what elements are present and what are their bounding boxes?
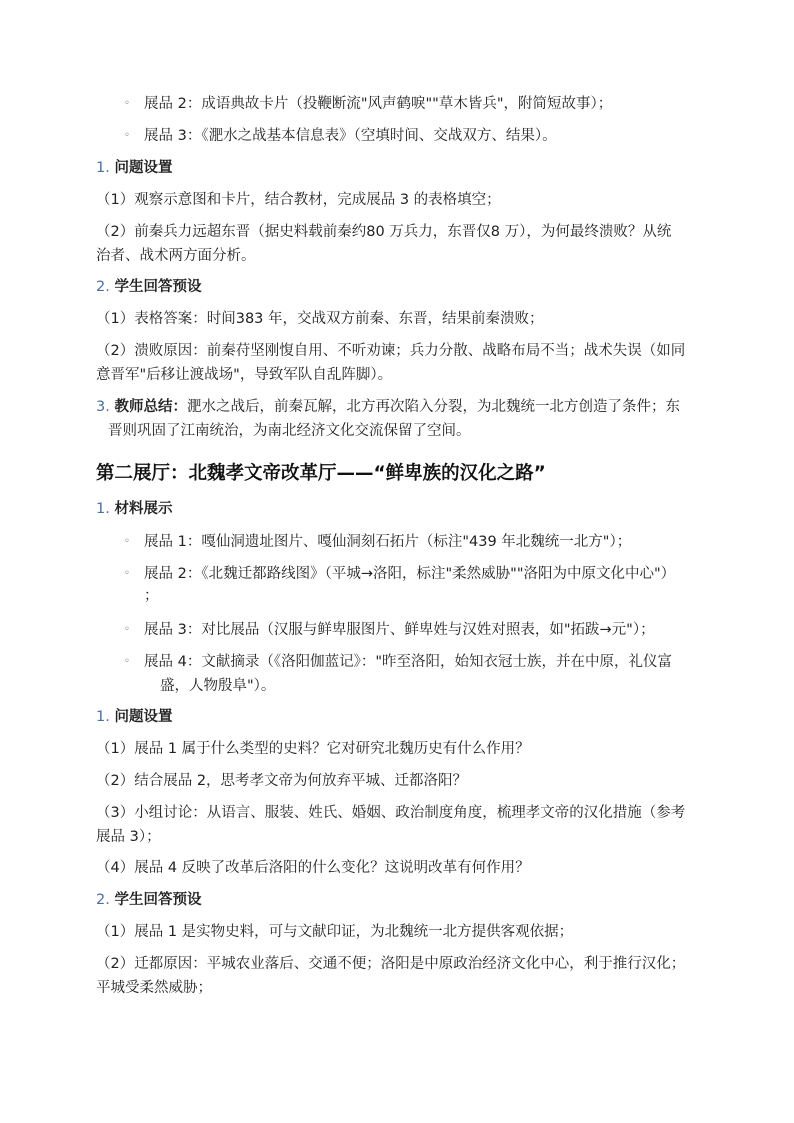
list-number: 2.	[96, 279, 110, 295]
teacher-summary-text: 淝水之战后，前秦瓦解，北方再次陷入分裂，为北魏统一北方创造了条件；东	[186, 399, 680, 415]
bullet-icon: ◦	[124, 568, 130, 579]
question-2-line-2: 治者、战术两方面分析。	[96, 248, 256, 264]
list-number: 2.	[96, 892, 110, 908]
hall-2-heading: 第二展厅：北魏孝文帝改革厅——“鲜卑族的汉化之路”	[96, 463, 546, 484]
teacher-summary-line-1	[96, 397, 680, 417]
bullet-icon: ◦	[124, 536, 130, 547]
questions-title: 问题设置	[114, 709, 173, 725]
answer-2-line-2: 意晋军"后移让渡战场"，导致军队自乱阵脚）。	[96, 367, 393, 383]
list-number: 1.	[96, 709, 110, 725]
answer-2-line-2: 平城受柔然威胁；	[96, 980, 212, 996]
answers-title: 学生回答预设	[114, 279, 202, 295]
materials-heading	[96, 499, 172, 519]
answers-heading	[96, 890, 201, 910]
questions-title: 问题设置	[114, 160, 173, 176]
exhibit-2-item-line-2: ；	[144, 588, 159, 604]
bullet-icon: ◦	[124, 98, 130, 109]
materials-title: 材料展示	[114, 501, 173, 517]
list-number: 1.	[96, 160, 110, 176]
questions-heading	[96, 707, 172, 727]
teacher-summary-line-2: 晋则巩固了江南统治，为南北经济文化交流保留了空间。	[108, 423, 471, 439]
answer-1: （1）表格答案：时间383 年，交战双方前秦、东晋，结果前秦溃败；	[96, 311, 544, 327]
teacher-summary-title: 教师总结：	[114, 399, 187, 415]
bullet-icon: ◦	[124, 624, 130, 635]
answers-heading	[96, 277, 201, 297]
exhibit-3-item: 展品 3：《淝水之战基本信息表》（空填时间、交战双方、结果）。	[144, 128, 557, 144]
answer-2-line-1: （2）溃败原因：前秦苻坚刚愎自用、不听劝谏；兵力分散、战略布局不当；战术失误（如同	[96, 343, 686, 359]
list-number: 3.	[96, 399, 110, 415]
question-2-line-1: （2）前秦兵力远超东晋（据史料载前秦约80 万兵力，东晋仅8 万），为何最终溃败？从统	[96, 224, 672, 240]
question-3-line-2: 展品 3）；	[96, 829, 161, 845]
exhibit-4-item-line-2: 盛，人物殷阜"）。	[160, 678, 276, 694]
question-1: （1）观察示意图和卡片，结合教材，完成展品 3 的表格填空；	[96, 192, 501, 208]
answer-1: （1）展品 1 是实物史料，可与文献印证，为北魏统一北方提供客观依据；	[96, 924, 574, 940]
bullet-icon: ◦	[124, 656, 130, 667]
exhibit-4-item-line-1: 展品 4：文献摘录（《洛阳伽蓝记》："昨至洛阳，始知衣冠士族，并在中原，礼仪富	[144, 654, 673, 670]
list-number: 1.	[96, 501, 110, 517]
exhibit-2-item: 展品 2：成语典故卡片（投鞭断流"风声鹤唳""草木皆兵"，附简短故事）；	[144, 96, 613, 112]
question-2: （2）结合展品 2，思考孝文帝为何放弃平城、迁都洛阳？	[96, 773, 468, 789]
question-1: （1）展品 1 属于什么类型的史料？它对研究北魏历史有什么作用？	[96, 741, 530, 757]
exhibit-2-item-line-1: 展品 2：《北魏迁都路线图》（平城→洛阳，标注"柔然威胁""洛阳为中原文化中心"）	[144, 566, 676, 582]
question-3-line-1: （3）小组讨论：从语言、服装、姓氏、婚姻、政治制度角度，梳理孝文帝的汉化措施（参考	[96, 805, 686, 821]
exhibit-1-item: 展品 1：嘎仙洞遗址图片、嘎仙洞刻石拓片（标注"439 年北魏统一北方"）；	[144, 534, 632, 550]
questions-heading	[96, 158, 172, 178]
exhibit-3-item: 展品 3：对比展品（汉服与鲜卑服图片、鲜卑姓与汉姓对照表，如"拓跋→元"）；	[144, 622, 655, 638]
answers-title: 学生回答预设	[114, 892, 202, 908]
question-4: （4）展品 4 反映了改革后洛阳的什么变化？这说明改革有何作用？	[96, 860, 530, 876]
answer-2-line-1: （2）迁都原因：平城农业落后、交通不便；洛阳是中原政治经济文化中心，利于推行汉化；	[96, 956, 686, 972]
bullet-icon: ◦	[124, 130, 130, 141]
